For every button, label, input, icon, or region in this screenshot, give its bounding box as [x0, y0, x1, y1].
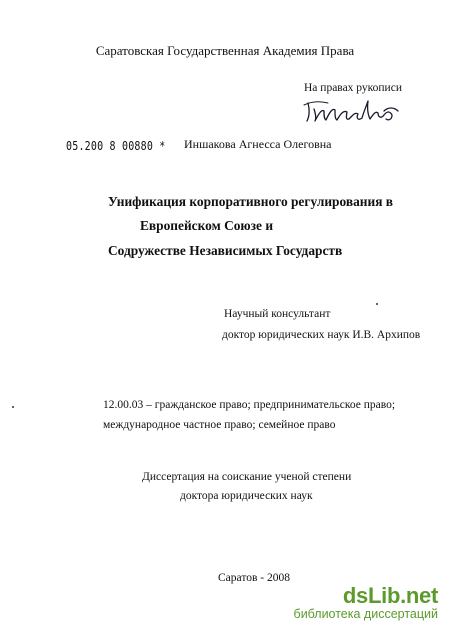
degree-line-2: доктора юридических наук — [180, 490, 313, 502]
watermark-site: dsLib.net — [342, 583, 438, 608]
city-year: Саратов - 2008 — [218, 572, 290, 584]
handwritten-signature — [302, 93, 402, 127]
rights-note: На правах рукописи — [304, 82, 402, 94]
scan-speck — [12, 406, 14, 408]
scan-speck — [376, 303, 378, 305]
consultant-label: Научный консультант — [224, 308, 331, 320]
institution-name: Саратовская Государственная Академия Права — [95, 43, 355, 58]
specialty-line-2: международное частное право; семейное право — [103, 419, 336, 431]
title-line-1: Унификация корпоративного регулирования в — [108, 194, 394, 209]
specialty-line-1: 12.00.03 – гражданское право; предпринимательское право; — [103, 399, 396, 411]
degree-line-1: Диссертация на соискание ученой степени — [142, 471, 352, 483]
title-line-3: Содружестве Независимых Государств — [108, 243, 343, 258]
registration-stamp: 05.200 8 00880 * — [66, 140, 166, 154]
title-line-2: Европейском Союзе и — [140, 218, 274, 233]
consultant-name: доктор юридических наук И.В. Архипов — [222, 329, 421, 341]
author-name: Иншакова Агнесса Олеговна — [184, 137, 332, 151]
dslib-watermark — [268, 583, 444, 623]
watermark-tagline: библиотека диссертаций — [293, 607, 438, 621]
